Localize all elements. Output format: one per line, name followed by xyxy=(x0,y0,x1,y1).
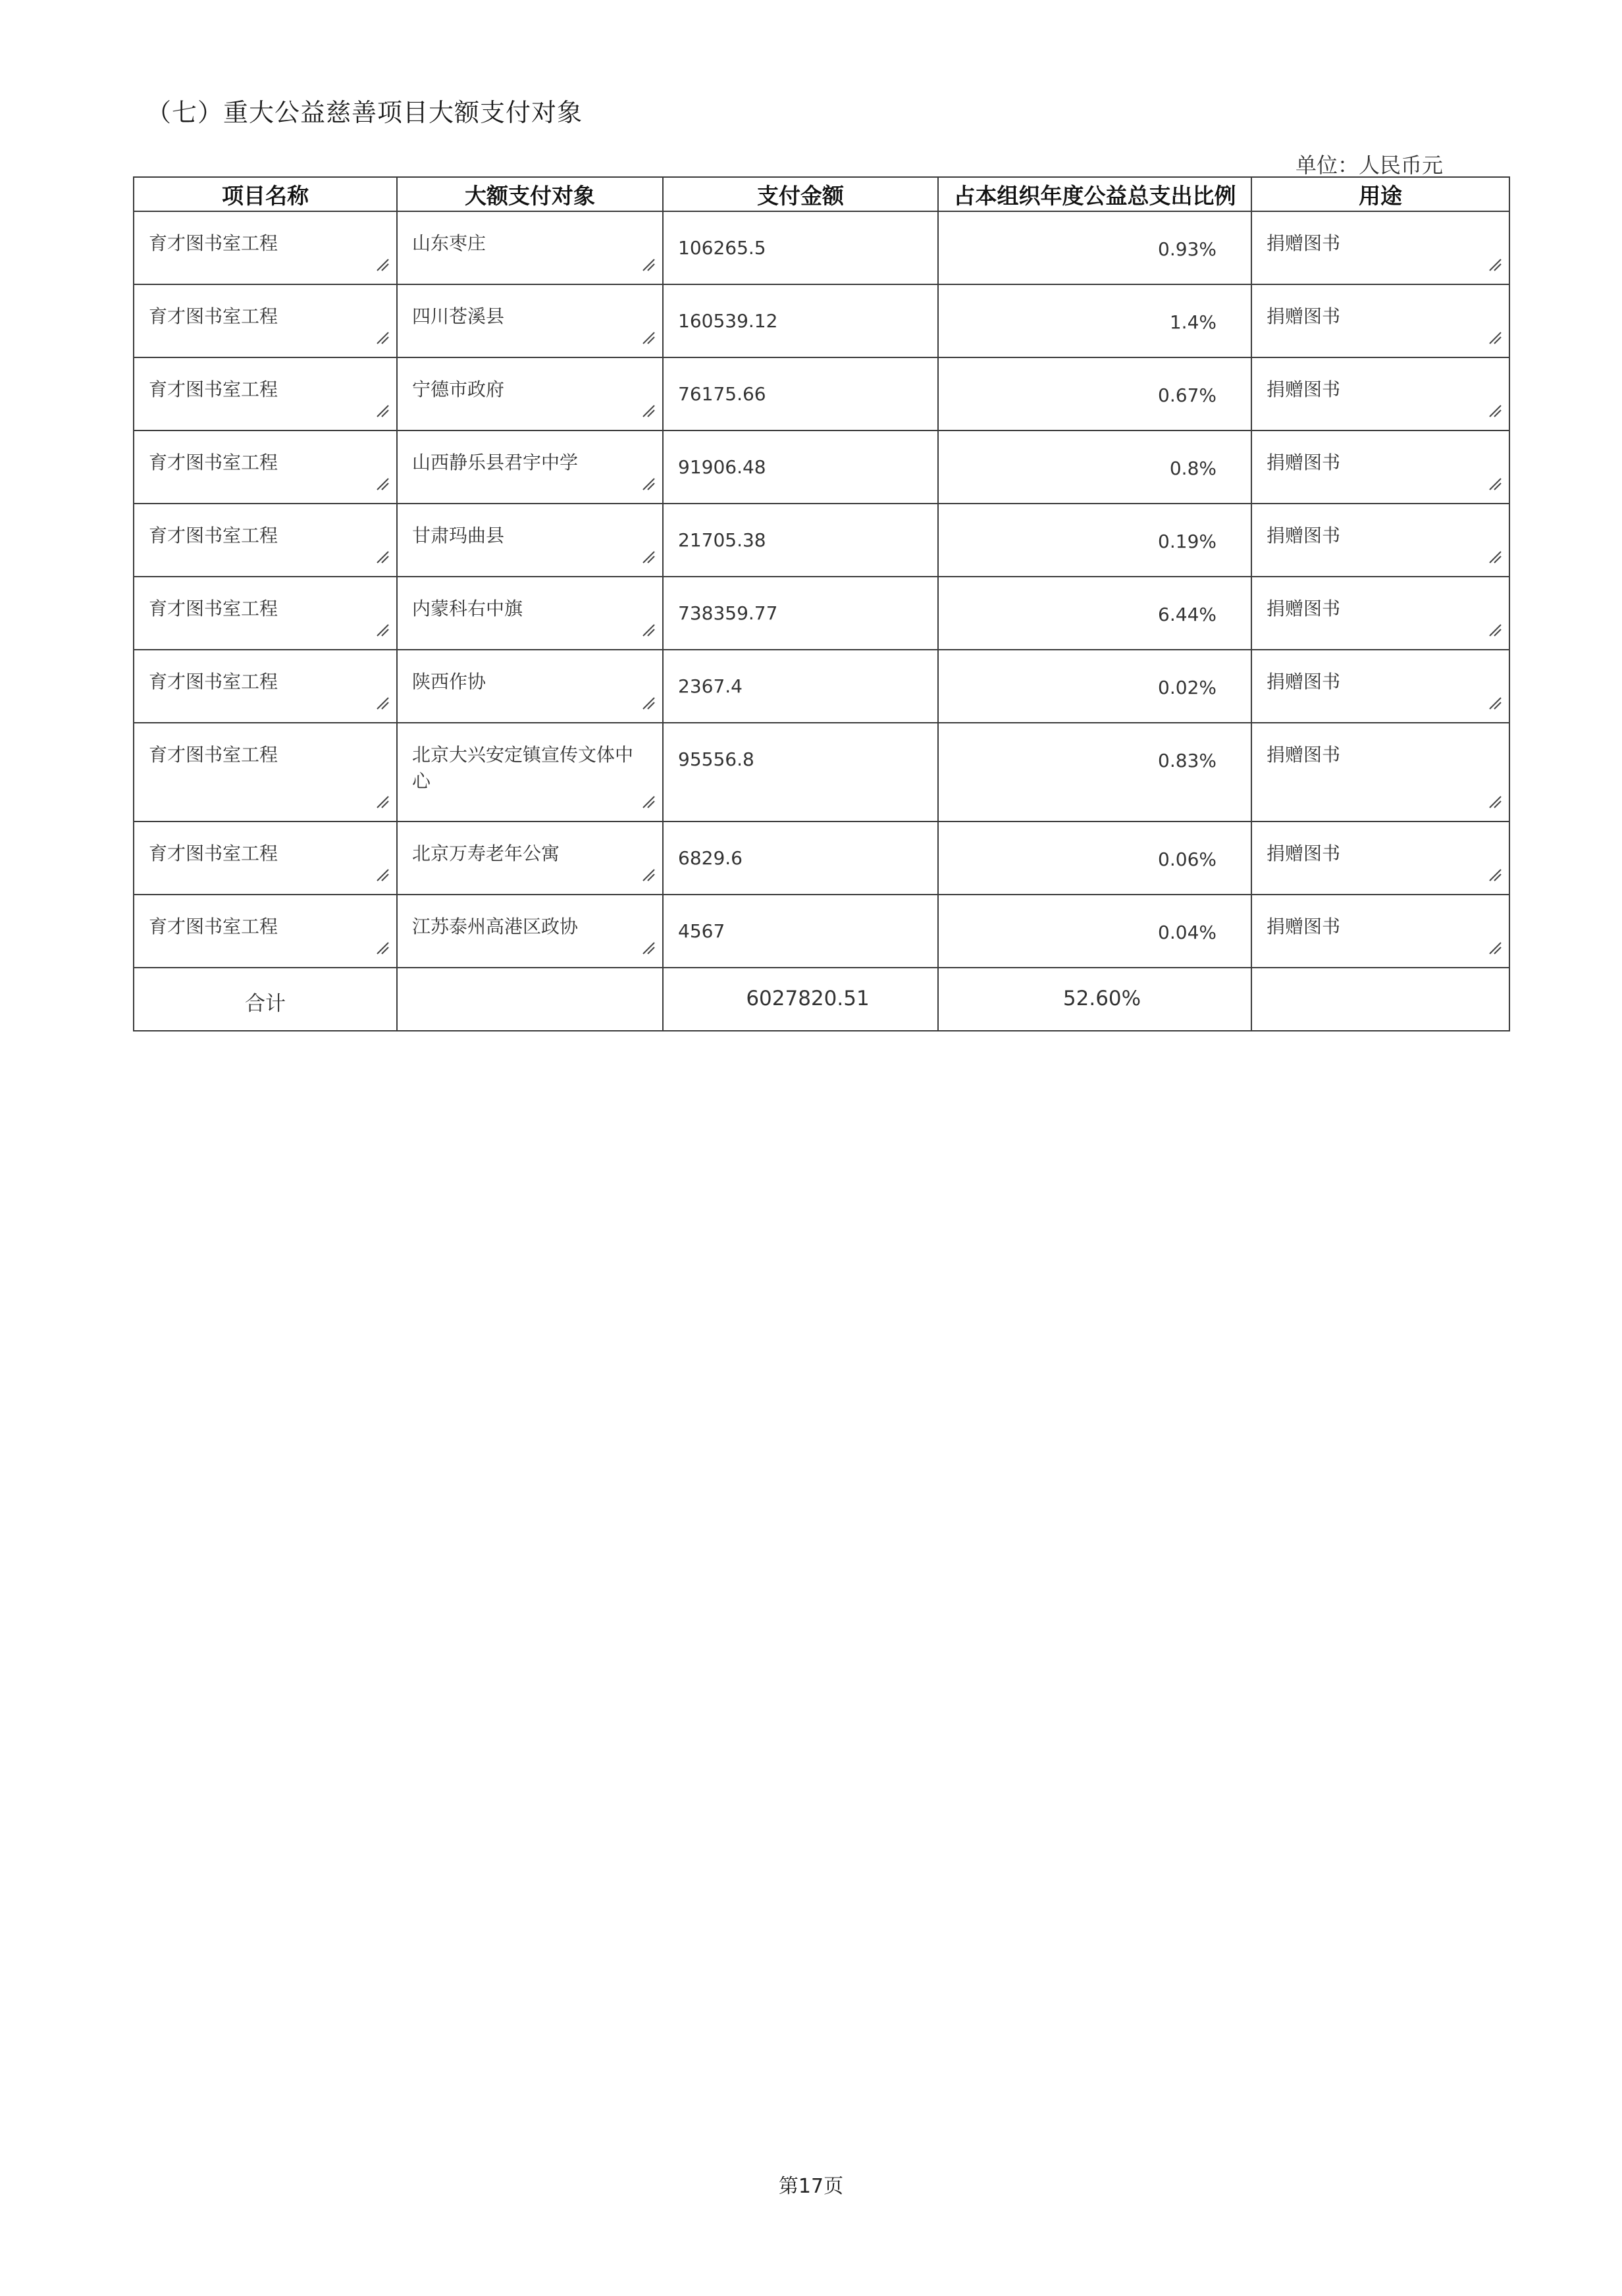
cell-payee-text: 内蒙科右中旗 xyxy=(412,598,523,619)
cell-amount-text: 76175.66 xyxy=(678,383,766,405)
cell-ratio xyxy=(938,284,1251,357)
cell-amount xyxy=(663,650,938,723)
resize-handle-icon xyxy=(641,696,656,710)
cell-use xyxy=(1251,650,1509,723)
cell-payee xyxy=(397,357,663,430)
cell-amount-text: 91906.48 xyxy=(678,456,766,478)
table-row xyxy=(134,650,1509,723)
total-use xyxy=(1251,968,1509,1031)
resize-handle-icon xyxy=(1488,795,1502,809)
cell-use-text: 捐赠图书 xyxy=(1267,452,1341,473)
cell-ratio xyxy=(938,357,1251,430)
cell-project-text: 育才图书室工程 xyxy=(149,916,278,937)
column-header-ratio: 占本组织年度公益总支出比例 xyxy=(938,177,1251,211)
resize-handle-icon xyxy=(641,941,656,955)
column-header-project: 项目名称 xyxy=(134,177,397,211)
cell-ratio-text: 1.4% xyxy=(1169,311,1216,333)
resize-handle-icon xyxy=(375,623,390,637)
cell-project xyxy=(134,504,397,577)
cell-use-text: 捐赠图书 xyxy=(1267,598,1341,619)
cell-payee-text: 北京大兴安定镇宣传文体中心 xyxy=(412,744,634,792)
cell-project-text: 育才图书室工程 xyxy=(149,525,278,546)
cell-project xyxy=(134,211,397,284)
cell-payee-text: 四川苍溪县 xyxy=(412,305,505,327)
total-label: 合计 xyxy=(134,968,397,1031)
resize-handle-icon xyxy=(1488,623,1502,637)
total-row xyxy=(134,968,1509,1031)
resize-handle-icon xyxy=(375,696,390,710)
table-header-row xyxy=(134,177,1509,211)
resize-handle-icon xyxy=(1488,868,1502,882)
cell-payee xyxy=(397,895,663,968)
cell-ratio xyxy=(938,211,1251,284)
resize-handle-icon xyxy=(641,623,656,637)
resize-handle-icon xyxy=(375,330,390,345)
table-row xyxy=(134,357,1509,430)
resize-handle-icon xyxy=(1488,330,1502,345)
cell-project-text: 育才图书室工程 xyxy=(149,744,278,766)
cell-project xyxy=(134,284,397,357)
cell-amount xyxy=(663,723,938,822)
cell-payee-text: 江苏泰州高港区政协 xyxy=(412,916,579,937)
resize-handle-icon xyxy=(641,795,656,809)
resize-handle-icon xyxy=(1488,257,1502,272)
cell-project xyxy=(134,822,397,895)
column-header-use: 用途 xyxy=(1251,177,1509,211)
cell-amount xyxy=(663,577,938,650)
cell-payee xyxy=(397,822,663,895)
cell-use-text: 捐赠图书 xyxy=(1267,671,1341,692)
cell-ratio xyxy=(938,650,1251,723)
cell-ratio-text: 0.8% xyxy=(1169,457,1216,479)
resize-handle-icon xyxy=(375,868,390,882)
cell-amount xyxy=(663,822,938,895)
currency-unit: 单位：人民币元 xyxy=(1295,153,1444,178)
total-amount: 6027820.51 xyxy=(663,968,938,1031)
cell-ratio-text: 0.93% xyxy=(1158,238,1216,260)
resize-handle-icon xyxy=(1488,404,1502,418)
cell-payee xyxy=(397,650,663,723)
cell-ratio-text: 0.06% xyxy=(1158,848,1216,870)
cell-ratio-text: 0.04% xyxy=(1158,922,1216,943)
cell-ratio xyxy=(938,577,1251,650)
table-row xyxy=(134,284,1509,357)
cell-amount-text: 21705.38 xyxy=(678,529,766,551)
cell-amount-text: 106265.5 xyxy=(678,237,766,259)
cell-use xyxy=(1251,284,1509,357)
cell-project-text: 育才图书室工程 xyxy=(149,305,278,327)
cell-use-text: 捐赠图书 xyxy=(1267,843,1341,864)
table-row xyxy=(134,822,1509,895)
cell-amount xyxy=(663,284,938,357)
resize-handle-icon xyxy=(375,941,390,955)
section-heading: （七）重大公益慈善项目大额支付对象 xyxy=(146,98,583,127)
cell-use xyxy=(1251,430,1509,504)
cell-payee xyxy=(397,504,663,577)
resize-handle-icon xyxy=(1488,696,1502,710)
total-payee xyxy=(397,968,663,1031)
cell-project-text: 育才图书室工程 xyxy=(149,843,278,864)
table-row xyxy=(134,430,1509,504)
resize-handle-icon xyxy=(1488,941,1502,955)
cell-use xyxy=(1251,211,1509,284)
cell-payee-text: 甘肃玛曲县 xyxy=(412,525,505,546)
cell-use-text: 捐赠图书 xyxy=(1267,916,1341,937)
table-row xyxy=(134,577,1509,650)
cell-payee-text: 宁德市政府 xyxy=(412,378,505,400)
cell-payee xyxy=(397,723,663,822)
resize-handle-icon xyxy=(641,330,656,345)
cell-project xyxy=(134,357,397,430)
cell-use xyxy=(1251,577,1509,650)
cell-amount-text: 6829.6 xyxy=(678,847,743,869)
cell-ratio xyxy=(938,430,1251,504)
cell-payee xyxy=(397,284,663,357)
cell-project xyxy=(134,577,397,650)
column-header-payee: 大额支付对象 xyxy=(397,177,663,211)
cell-ratio-text: 6.44% xyxy=(1158,604,1216,625)
cell-use-text: 捐赠图书 xyxy=(1267,525,1341,546)
cell-ratio-text: 0.67% xyxy=(1158,384,1216,406)
table-row xyxy=(134,504,1509,577)
cell-amount xyxy=(663,895,938,968)
cell-ratio-text: 0.19% xyxy=(1158,531,1216,552)
resize-handle-icon xyxy=(1488,550,1502,564)
cell-ratio xyxy=(938,504,1251,577)
cell-amount-text: 95556.8 xyxy=(678,748,754,770)
table-row xyxy=(134,723,1509,822)
cell-ratio-text: 0.83% xyxy=(1158,750,1216,771)
cell-project xyxy=(134,430,397,504)
resize-handle-icon xyxy=(375,404,390,418)
resize-handle-icon xyxy=(375,795,390,809)
cell-payee-text: 陕西作协 xyxy=(412,671,486,692)
cell-project xyxy=(134,895,397,968)
resize-handle-icon xyxy=(375,550,390,564)
cell-payee-text: 山东枣庄 xyxy=(412,232,486,254)
cell-project-text: 育才图书室工程 xyxy=(149,378,278,400)
cell-project-text: 育才图书室工程 xyxy=(149,598,278,619)
cell-use xyxy=(1251,357,1509,430)
cell-amount xyxy=(663,357,938,430)
resize-handle-icon xyxy=(641,868,656,882)
column-header-amount: 支付金额 xyxy=(663,177,938,211)
resize-handle-icon xyxy=(375,257,390,272)
cell-ratio xyxy=(938,895,1251,968)
cell-ratio-text: 0.02% xyxy=(1158,677,1216,698)
cell-ratio xyxy=(938,723,1251,822)
resize-handle-icon xyxy=(641,477,656,491)
cell-amount xyxy=(663,211,938,284)
cell-amount-text: 2367.4 xyxy=(678,675,743,697)
cell-use xyxy=(1251,822,1509,895)
cell-amount xyxy=(663,504,938,577)
cell-amount-text: 738359.77 xyxy=(678,602,778,624)
resize-handle-icon xyxy=(375,477,390,491)
table-row xyxy=(134,895,1509,968)
cell-use xyxy=(1251,895,1509,968)
cell-payee xyxy=(397,577,663,650)
cell-payee-text: 北京万寿老年公寓 xyxy=(412,843,560,864)
cell-use-text: 捐赠图书 xyxy=(1267,232,1341,254)
large-payment-table xyxy=(133,176,1510,1031)
resize-handle-icon xyxy=(641,404,656,418)
cell-use xyxy=(1251,504,1509,577)
cell-amount-text: 160539.12 xyxy=(678,310,778,332)
cell-payee xyxy=(397,430,663,504)
total-ratio: 52.60% xyxy=(938,968,1251,1031)
table-row xyxy=(134,211,1509,284)
cell-use-text: 捐赠图书 xyxy=(1267,378,1341,400)
cell-payee xyxy=(397,211,663,284)
resize-handle-icon xyxy=(641,257,656,272)
page-number: 第17页 xyxy=(778,2175,844,2198)
resize-handle-icon xyxy=(1488,477,1502,491)
cell-project-text: 育才图书室工程 xyxy=(149,452,278,473)
cell-project xyxy=(134,650,397,723)
cell-project-text: 育才图书室工程 xyxy=(149,671,278,692)
cell-amount-text: 4567 xyxy=(678,920,725,942)
cell-project-text: 育才图书室工程 xyxy=(149,232,278,254)
cell-use-text: 捐赠图书 xyxy=(1267,744,1341,766)
cell-payee-text: 山西静乐县君宇中学 xyxy=(412,452,579,473)
cell-project xyxy=(134,723,397,822)
resize-handle-icon xyxy=(641,550,656,564)
cell-ratio xyxy=(938,822,1251,895)
cell-amount xyxy=(663,430,938,504)
cell-use-text: 捐赠图书 xyxy=(1267,305,1341,327)
cell-use xyxy=(1251,723,1509,822)
